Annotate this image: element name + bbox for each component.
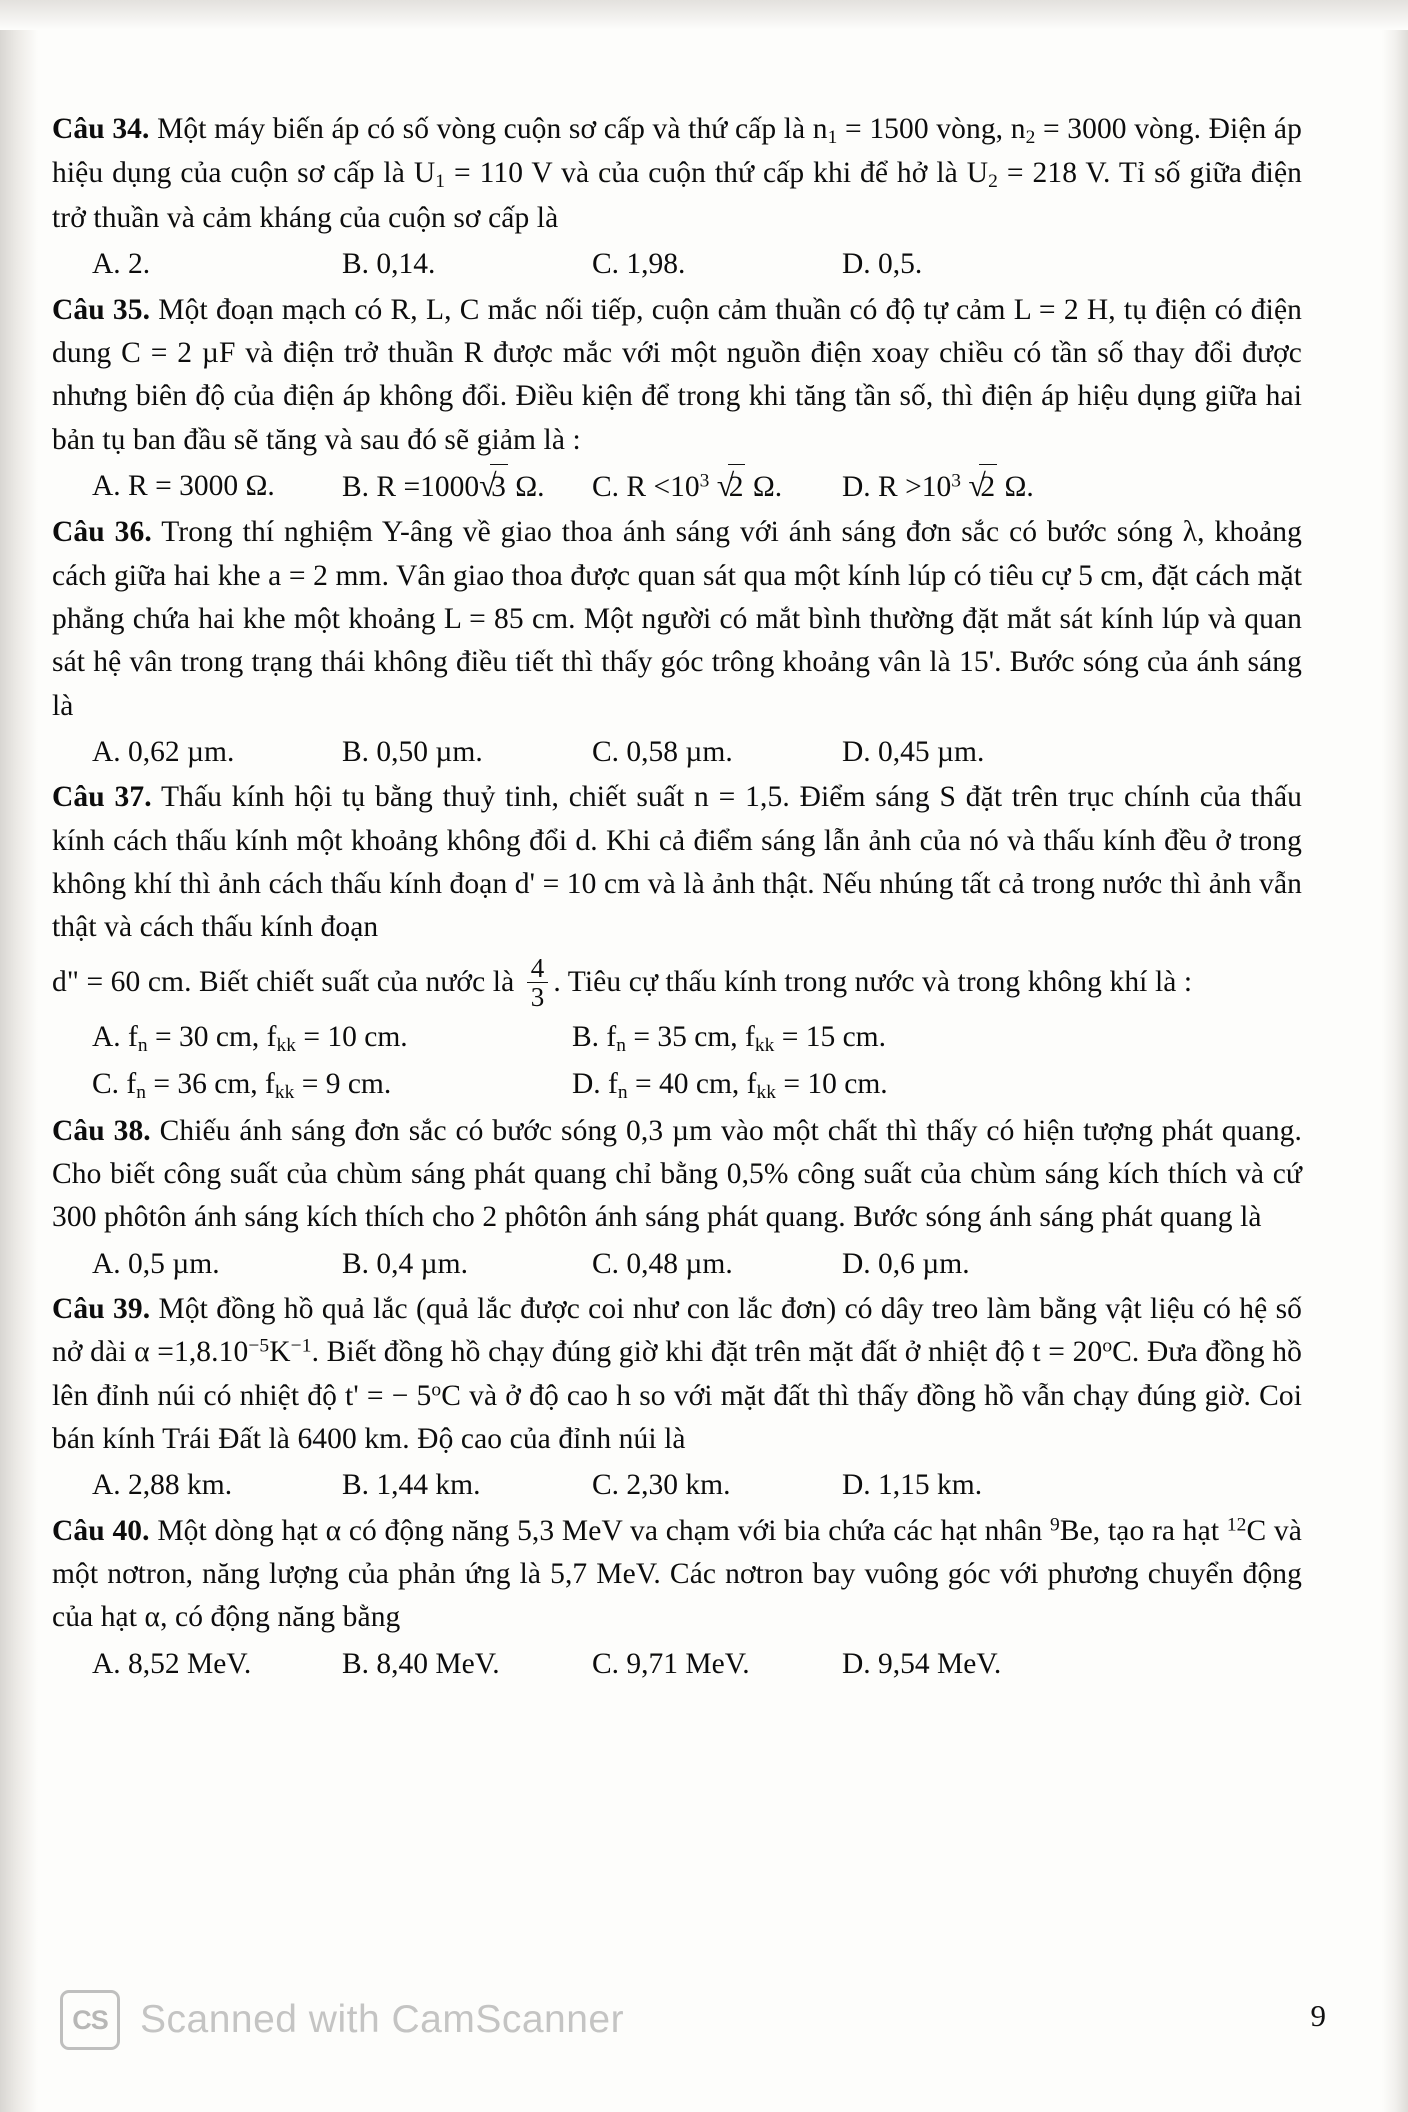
question-36-label: Câu 36. — [52, 516, 152, 549]
option-c[interactable]: C. 1,98. — [592, 248, 686, 281]
option-d[interactable]: D. 0,6 µm. — [842, 1247, 970, 1280]
option-b[interactable]: B. 8,40 MeV. — [342, 1647, 500, 1680]
question-35-body: Một đoạn mạch có R, L, C mắc nối tiếp, cuộn cảm thuần có độ tự cảm L = 2 H, tụ điện có điện dung C = 2 µF và điện trở thuần R được mắc với một nguồn điện xoay chiều có tần số thay đổi được nhưng biên độ của điện áp không đổi. Điều kiện để trong khi tăng tần số, thì điện áp hiệu dụng giữa hai bản tụ ban đầu sẽ tăng và sau đó sẽ giảm là : — [52, 293, 1302, 456]
option-a[interactable]: A. 0,62 µm. — [92, 736, 235, 769]
option-b[interactable]: B. 0,50 µm. — [342, 736, 483, 769]
option-b[interactable]: B. 0,14. — [342, 248, 436, 281]
option-d[interactable]: D. 0,45 µm. — [842, 736, 985, 769]
question-38-label: Câu 38. — [52, 1114, 151, 1147]
page-content — [52, 108, 1302, 1688]
question-35 — [52, 289, 1302, 462]
question-34-line-1: Một máy biến áp có số vòng cuộn sơ cấp và thứ cấp là $n_1 = 1500$ vòng, $n_2 = 3000$ vòng. Điện áp hiệu dụng của cuộn sơ cấp là $U_1 = 110$ V và của cuộn thứ cấp khi để hở là $U_2 = 218$ V. Tỉ số giữa điện trở thuần và cảm kháng của cuộn sơ cấp là — [52, 113, 1303, 234]
page-edge-right — [1382, 0, 1408, 2112]
option-d[interactable]: D. $R >10^3$ √ 2 Ω. — [842, 464, 1092, 509]
question-40-body: Một dòng hạt α có động năng 5,3 MeV va chạm với bia chứa các hạt nhân $^9$Be, tạo ra hạt $^{12}$C và một nơtron, năng lượng của phản ứng là 5,7 MeV. Các nơtron bay vuông góc với phương chuyển động của hạt α, có động năng bằng — [52, 1513, 1302, 1634]
option-d[interactable]: D. 9,54 MeV. — [842, 1647, 1002, 1680]
option-c[interactable]: C. 9,71 MeV. — [592, 1647, 750, 1680]
question-38-body: Chiếu ánh sáng đơn sắc có bước sóng 0,3 µm vào một chất thì thấy có hiện tượng phát quang. Cho biết công suất của chùm sáng phát quang chỉ bằng 0,5% công suất của chùm sáng kích thích và cứ 300 phôtôn ánh sáng kích thích cho 2 phôtôn ánh sáng phát quang. Bước sóng ánh sáng phát quang là — [52, 1114, 1302, 1234]
question-40 — [52, 1510, 1302, 1640]
question-40-label: Câu 40. — [52, 1514, 150, 1547]
option-b[interactable]: B. $f_n = 35$ cm, $f_{kk} = 15$ cm. — [572, 1021, 887, 1057]
question-39-body: Một đồng hồ quả lắc (quả lắc được coi như con lắc đơn) có dây treo làm bằng vật liệu có hệ số nở dài $\alpha =1,8.10^{-5}K^{-1}$. Biết đồng hồ chạy đúng giờ khi đặt trên mặt đất ở nhiệt độ $t = 20^oC$. Đưa đồng hồ lên đỉnh núi có nhiệt độ t' = − $5^oC$ và ở độ cao h so với mặt đất thì thấy đồng hồ vẫn chạy đúng giờ. Coi bán kính Trái Đất là 6400 km. Độ cao của đỉnh núi là — [52, 1292, 1302, 1455]
option-c[interactable]: C. $R <10^3$ √ 2 Ω. — [592, 464, 842, 509]
option-a[interactable]: A. R = 3000 Ω. — [92, 469, 275, 502]
camscanner-logo-icon: CS — [60, 1990, 120, 2050]
option-c[interactable]: C. $f_n = 36$ cm, $f_{kk} = 9$ cm. — [92, 1068, 392, 1104]
question-37 — [52, 776, 1302, 949]
question-35-label: Câu 35. — [52, 293, 151, 326]
option-c[interactable]: C. 0,58 µm. — [592, 736, 733, 769]
camscanner-watermark — [60, 1990, 624, 2050]
question-37-body-continued — [52, 952, 1302, 1014]
option-a[interactable]: A. 2,88 km. — [92, 1469, 233, 1502]
question-37-options-row-1 — [52, 1015, 1302, 1060]
option-a[interactable]: A. 2. — [92, 248, 151, 281]
option-d[interactable]: D. 0,5. — [842, 248, 923, 281]
option-d[interactable]: D. $f_n = 40$ cm, $f_{kk} = 10$ cm. — [572, 1068, 888, 1104]
question-37-body: Thấu kính hội tụ bằng thuỷ tinh, chiết suất n = 1,5. Điểm sáng S đặt trên trục chính của thấu kính cách thấu kính một khoảng không đổi d. Khi cả điểm sáng lẫn ảnh của nó và thấu kính đều ở trong không khí thì ảnh cách thấu kính đoạn d' = 10 cm và là ảnh thật. Nếu nhúng tất cả trong nước thì ảnh vẫn thật và cách thấu kính đoạn — [52, 781, 1302, 944]
option-a[interactable]: A. $f_n = 30$ cm, $f_{kk} = 10$ cm. — [92, 1021, 408, 1057]
camscanner-label: Scanned with CamScanner — [140, 1998, 625, 2041]
question-37-options-row-2 — [52, 1062, 1302, 1107]
page-number: 9 — [1310, 1998, 1326, 2033]
question-35-options — [52, 464, 1302, 509]
question-34-options — [52, 242, 1302, 286]
question-36-options — [52, 730, 1302, 774]
question-34 — [52, 108, 1302, 240]
page-edge-top — [0, 0, 1408, 30]
question-38-options — [52, 1242, 1302, 1286]
question-37-label: Câu 37. — [52, 781, 152, 814]
question-40-options — [52, 1642, 1302, 1686]
question-39 — [52, 1288, 1302, 1461]
option-b[interactable]: B. R =1000 √ 3 Ω. — [342, 464, 592, 509]
option-d[interactable]: D. 1,15 km. — [842, 1469, 983, 1502]
question-39-options — [52, 1463, 1302, 1507]
fraction-four-thirds: $\frac{4}{3}$ — [527, 954, 549, 1012]
page-edge-left — [0, 0, 38, 2112]
question-36 — [52, 511, 1302, 728]
option-c[interactable]: C. 2,30 km. — [592, 1469, 731, 1502]
option-c[interactable]: C. 0,48 µm. — [592, 1247, 733, 1280]
question-39-label: Câu 39. — [52, 1292, 151, 1325]
option-a[interactable]: A. 0,5 µm. — [92, 1247, 220, 1280]
option-a[interactable]: A. 8,52 MeV. — [92, 1647, 252, 1680]
question-36-body: Trong thí nghiệm Y-âng về giao thoa ánh sáng với ánh sáng đơn sắc có bước sóng λ, khoảng cách giữa hai khe a = 2 mm. Vân giao thoa được quan sát qua một kính lúp có tiêu cự 5 cm, đặt cách mặt phẳng chứa hai khe một khoảng L = 85 cm. Một người có mắt bình thường đặt mắt sát kính lúp và quan sát hệ vân trong trạng thái không điều tiết thì thấy góc trông khoảng vân là 15'. Bước sóng của ánh sáng là — [52, 516, 1302, 722]
question-37-fraction-line: d" = 60 cm. Biết chiết suất của nước là $\frac{4}{3}$ . Tiêu cự thấu kính trong nước và trong không khí là : — [52, 952, 1193, 1013]
question-38 — [52, 1110, 1302, 1240]
question-34-label: Câu 34. — [52, 113, 150, 145]
option-b[interactable]: B. 0,4 µm. — [342, 1247, 468, 1280]
option-b[interactable]: B. 1,44 km. — [342, 1469, 481, 1502]
